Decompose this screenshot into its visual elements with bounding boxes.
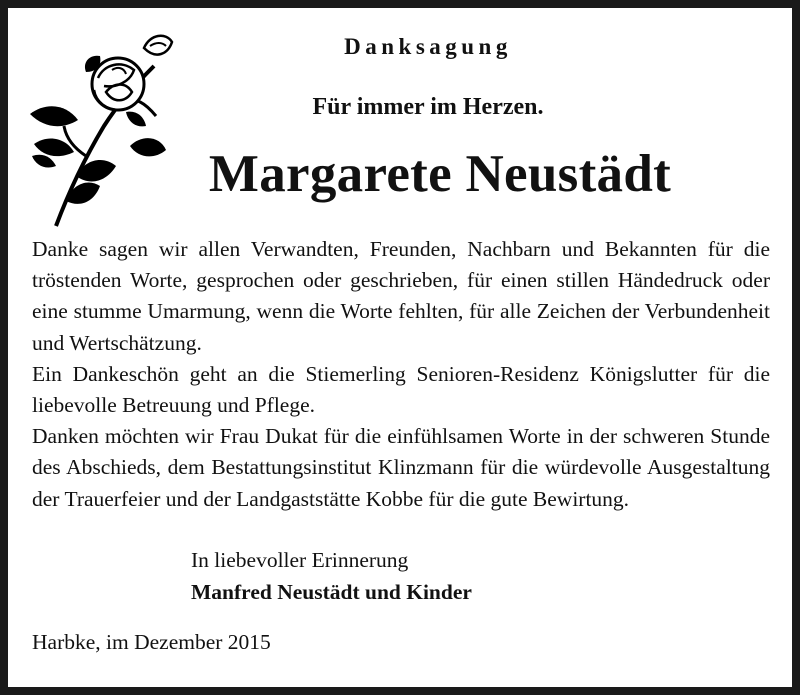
body-paragraph: Danken möchten wir Frau Dukat für die einfühlsamen Worte in der schweren Stunde des Abschieds, dem Bestattungsinstitut Klinzmann für die würdevolle Ausgestaltung der Trauerfeier und der Landgaststätte Kobbe für die gute Bewirtung. bbox=[32, 424, 770, 511]
notice-body bbox=[32, 234, 770, 515]
closing-line: In liebevoller Erinnerung bbox=[191, 548, 409, 572]
obituary-notice bbox=[8, 8, 792, 687]
notice-subheading: Für immer im Herzen. bbox=[312, 94, 544, 120]
deceased-name: Margarete Neustädt bbox=[208, 145, 672, 203]
place-date: Harbke, im Dezember 2015 bbox=[32, 630, 271, 654]
signature: Manfred Neustädt und Kinder bbox=[191, 580, 472, 604]
body-paragraph: Ein Dankeschön geht an die Stiemerling Senioren-Residenz Königslutter für die liebevolle Betreuung und Pflege. bbox=[32, 361, 770, 418]
body-paragraph: Danke sagen wir allen Verwandten, Freunden, Nachbarn und Bekannten für die tröstenden Worte, gesprochen oder geschrieben, für einen stillen Händedruck oder eine stumme Umarmung, wenn die Worte fehlten, für alle Zeichen der Verbundenheit und Wertschätzung. bbox=[32, 237, 770, 355]
closing-block bbox=[191, 544, 611, 608]
notice-heading: Danksagung bbox=[344, 34, 512, 59]
